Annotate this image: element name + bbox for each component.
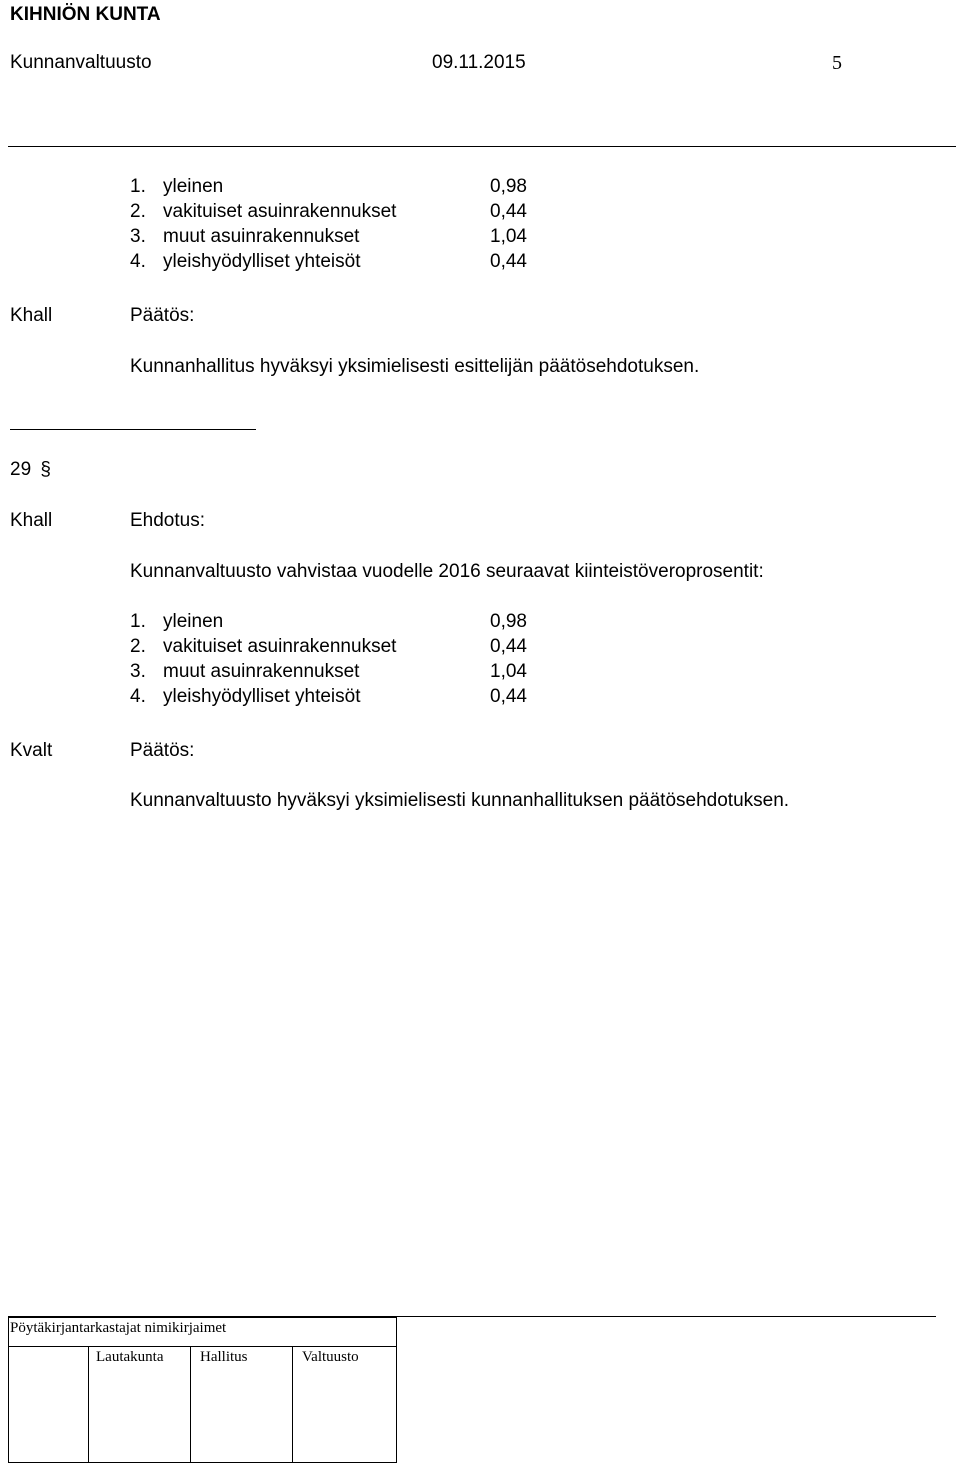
list-item: 3. muut asuinrakennukset 1,04 bbox=[130, 226, 527, 247]
decision-heading: Päätös: bbox=[130, 305, 195, 326]
list-item: 3. muut asuinrakennukset 1,04 bbox=[130, 661, 527, 682]
tax-rate-list-bottom bbox=[130, 611, 550, 711]
list-item: 2. vakituiset asuinrakennukset 0,44 bbox=[130, 636, 527, 657]
section-divider bbox=[10, 429, 256, 430]
list-item: 2. vakituiset asuinrakennukset 0,44 bbox=[130, 201, 527, 222]
list-item: 4. yleishyödylliset yhteisöt 0,44 bbox=[130, 686, 527, 707]
municipality-title: KIHNIÖN KUNTA bbox=[10, 4, 161, 25]
signature-box bbox=[8, 1317, 397, 1463]
organ-label-kvalt: Kvalt bbox=[10, 740, 53, 761]
organ-label-khall: Khall bbox=[10, 510, 53, 531]
meeting-date: 09.11.2015 bbox=[432, 52, 526, 73]
signature-col-valtuusto: Valtuusto bbox=[302, 1349, 359, 1365]
signature-box-title: Pöytäkirjantarkastajat nimikirjaimet bbox=[10, 1320, 227, 1336]
signature-col-divider bbox=[88, 1346, 89, 1462]
list-item: 1. yleinen 0,98 bbox=[130, 176, 527, 197]
signature-box-divider bbox=[8, 1346, 397, 1347]
decision-heading: Päätös: bbox=[130, 740, 195, 761]
signature-col-lautakunta: Lautakunta bbox=[96, 1349, 164, 1365]
signature-col-divider bbox=[190, 1346, 191, 1462]
proposal-heading: Ehdotus: bbox=[130, 510, 205, 531]
decision-text: Kunnanhallitus hyväksyi yksimielisesti esittelijän päätösehdotuksen. bbox=[130, 356, 700, 377]
proposal-text: Kunnanvaltuusto vahvistaa vuodelle 2016 seuraavat kiinteistöveroprosentit: bbox=[130, 561, 764, 582]
header-rule bbox=[8, 146, 956, 147]
decision-text: Kunnanvaltuusto hyväksyi yksimielisesti kunnanhallituksen päätösehdotuksen. bbox=[130, 790, 790, 811]
tax-rate-list-top bbox=[130, 176, 550, 276]
list-item: 1. yleinen 0,98 bbox=[130, 611, 527, 632]
list-item: 4. yleishyödylliset yhteisöt 0,44 bbox=[130, 251, 527, 272]
organ-label-khall: Khall bbox=[10, 305, 53, 326]
signature-col-hallitus: Hallitus bbox=[200, 1349, 248, 1365]
page-number: 5 bbox=[832, 52, 842, 74]
section-number: 29 § bbox=[10, 459, 51, 480]
signature-col-divider bbox=[292, 1346, 293, 1462]
meeting-body: Kunnanvaltuusto bbox=[10, 52, 152, 73]
